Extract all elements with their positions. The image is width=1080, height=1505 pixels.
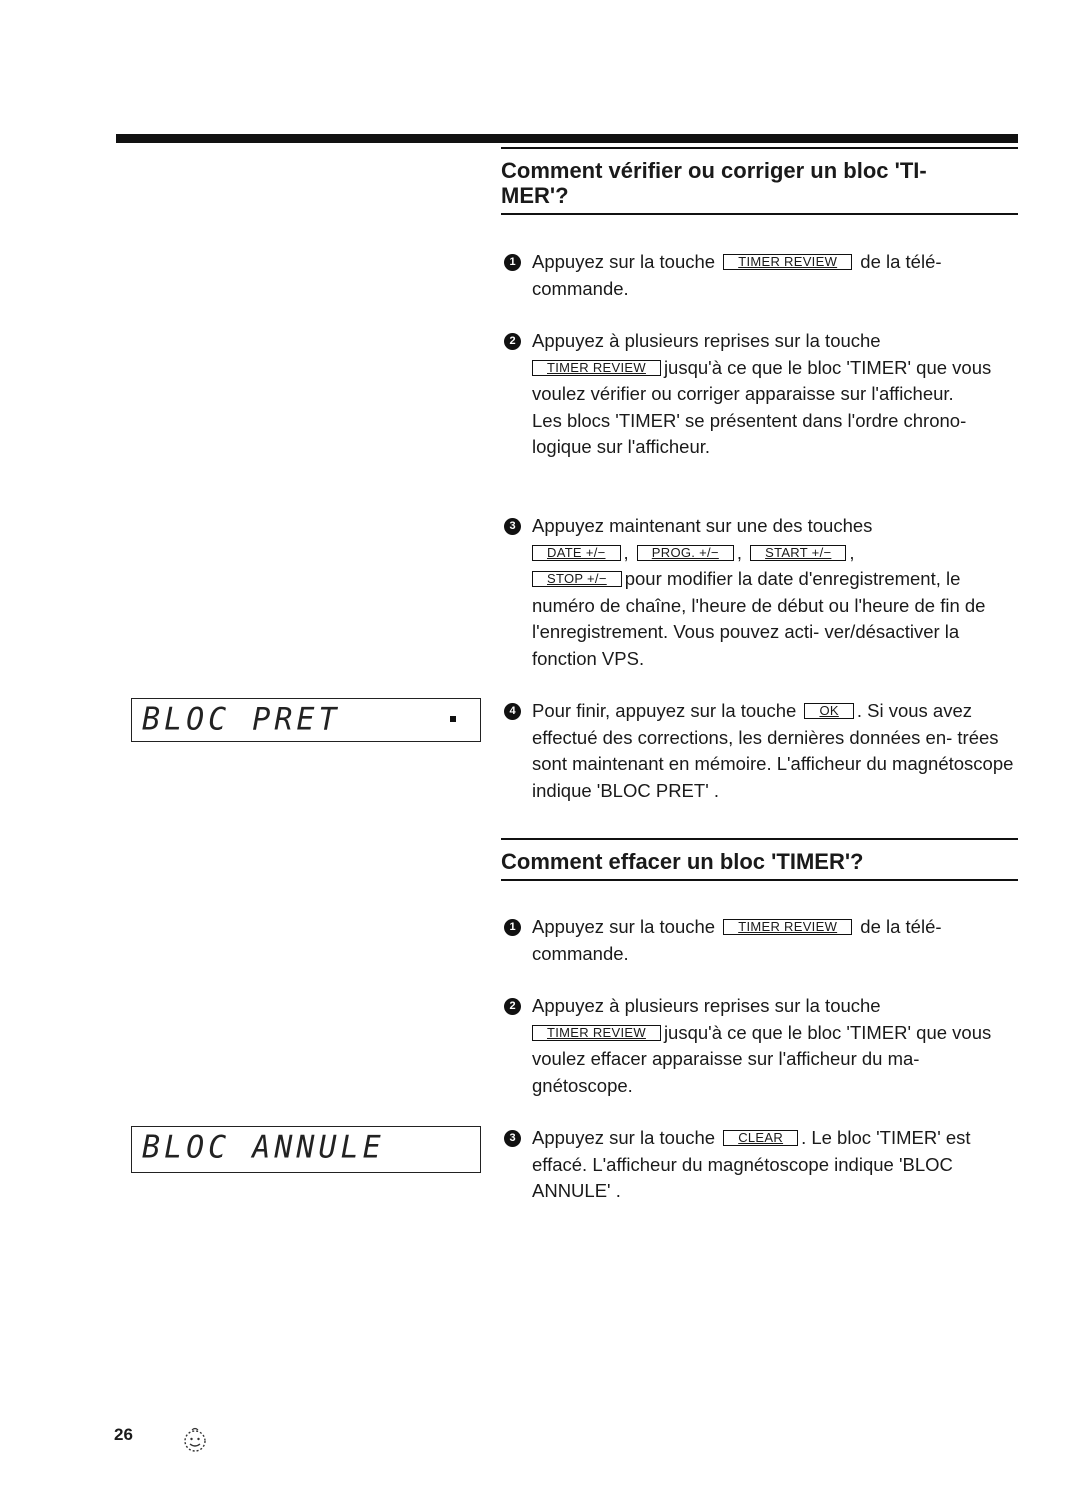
verify-step-3 xyxy=(504,513,1018,672)
step-text: Appuyez sur la touche xyxy=(532,1127,716,1148)
step-number: 3 xyxy=(504,1130,521,1147)
page-number: 26 xyxy=(114,1425,133,1444)
step-text: jusqu'à ce que le bloc 'TIMER' que vous voulez effacer apparaisse sur l'afficheur du ma- gnétoscope. xyxy=(532,1021,992,1096)
lcd-display-bloc-pret xyxy=(131,698,481,742)
section-rule-top xyxy=(501,147,1018,149)
lcd-text: BLOC PRET xyxy=(142,701,341,738)
section-title-verify: Comment vérifier ou corriger un bloc 'TI- MER'? xyxy=(501,158,927,208)
lcd-dot-icon xyxy=(450,716,456,722)
timer-review-key: TIMER REVIEW xyxy=(723,254,852,270)
prog-key: PROG. +/− xyxy=(637,545,734,561)
step-note: Les blocs 'TIMER' se présentent dans l'ordre chrono- logique sur l'afficheur. xyxy=(532,409,967,457)
clear-key: CLEAR xyxy=(723,1130,798,1146)
step-text: . Si vous avez effectué des corrections, les dernières données en- trées sont maintenant en mémoire. L'afficheur du magnétoscope indique 'BLOC PRET' . xyxy=(532,700,1014,801)
section-header-delete xyxy=(501,838,1018,881)
step-text: de la télé- commande. xyxy=(532,251,942,299)
step-text: Appuyez maintenant sur une des touches xyxy=(532,515,873,536)
step-text: Appuyez à plusieurs reprises sur la touche xyxy=(532,995,881,1016)
separator: , xyxy=(736,541,742,563)
delete-step-3 xyxy=(504,1125,1018,1205)
step-number: 4 xyxy=(504,703,521,720)
step-number: 2 xyxy=(504,333,521,350)
section-rule-top xyxy=(501,838,1018,840)
step-text: jusqu'à ce que le bloc 'TIMER' que vous voulez vérifier ou corriger apparaisse sur l'afficheur. xyxy=(532,356,992,404)
section-rule-bottom xyxy=(501,879,1018,881)
step-number: 1 xyxy=(504,919,521,936)
top-rule xyxy=(116,134,1018,143)
step-text: Appuyez sur la touche xyxy=(532,251,716,272)
section-title-delete: Comment effacer un bloc 'TIMER'? xyxy=(501,849,864,874)
step-text: Pour finir, appuyez sur la touche xyxy=(532,700,797,721)
verify-step-2 xyxy=(504,328,1018,461)
separator: , xyxy=(623,541,629,563)
step-text: . Le bloc 'TIMER' est effacé. L'afficheur du magnétoscope indique 'BLOC ANNULE' . xyxy=(532,1127,971,1201)
lcd-text: BLOC ANNULE xyxy=(142,1129,385,1166)
step-number: 3 xyxy=(504,518,521,535)
section-header-verify xyxy=(501,147,1018,215)
step-text: Appuyez sur la touche xyxy=(532,916,716,937)
step-number: 2 xyxy=(504,998,521,1015)
step-number: 1 xyxy=(504,254,521,271)
step-text: pour modifier la date d'enregistrement, le numéro de chaîne, l'heure de début ou l'heure de fin de l'enregistrement. Vous pouvez acti- ver/désactiver la fonction VPS. xyxy=(532,568,986,669)
verify-step-1 xyxy=(504,249,1018,302)
section-rule-bottom xyxy=(501,213,1018,215)
verify-step-4 xyxy=(504,698,1018,804)
start-key: START +/− xyxy=(750,545,846,561)
smiley-icon xyxy=(180,1426,210,1456)
step-text: Appuyez à plusieurs reprises sur la touche xyxy=(532,330,881,351)
stop-key: STOP +/− xyxy=(532,571,622,587)
timer-review-key: TIMER REVIEW xyxy=(532,360,661,376)
step-text: de la télé- commande. xyxy=(532,916,942,964)
separator: , xyxy=(849,541,855,563)
ok-key: OK xyxy=(804,703,853,719)
delete-step-2 xyxy=(504,993,1018,1099)
delete-step-1 xyxy=(504,914,1018,967)
date-key: DATE +/− xyxy=(532,545,621,561)
lcd-display-bloc-annule xyxy=(131,1126,481,1173)
timer-review-key: TIMER REVIEW xyxy=(723,919,852,935)
timer-review-key: TIMER REVIEW xyxy=(532,1025,661,1041)
